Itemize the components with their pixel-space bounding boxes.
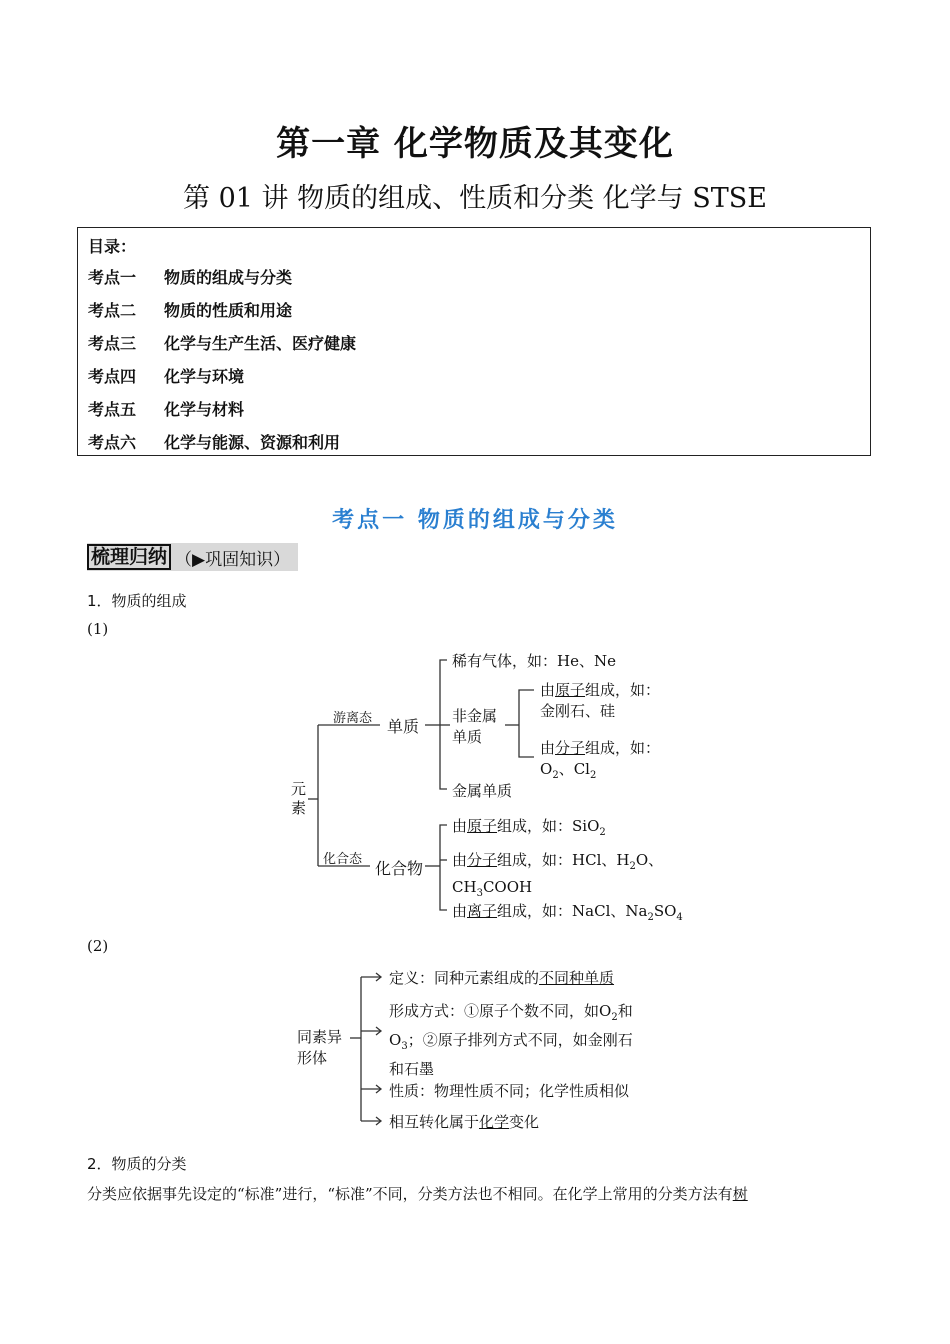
sub-label-1: (1)	[87, 620, 109, 638]
toc-item-label: 化学与生产生活、医疗健康	[164, 334, 357, 353]
formula-subscript: 4	[676, 912, 683, 923]
formula-part: O	[389, 1031, 402, 1049]
text-segment: 形成方式：①原子个数不同，如O	[389, 1002, 612, 1020]
text-segment: 由	[540, 681, 556, 699]
nonmetal-line-b: 单质	[452, 728, 483, 746]
text-segment: 和	[617, 1002, 633, 1020]
toc-heading: 目录：	[88, 237, 137, 256]
underlined-term: 离子	[467, 902, 498, 920]
noble-gas-text: 稀有气体，如：He、Ne	[452, 652, 616, 670]
allotrope-formation	[389, 1000, 633, 1081]
item-2-title: 2．物质的分类	[87, 1155, 187, 1173]
formula-subscript: 2	[552, 770, 559, 781]
formula-part: CH	[452, 878, 477, 896]
text-segment: 由	[452, 851, 468, 869]
underlined-term: 化学	[479, 1113, 510, 1131]
underlined-term: 原子	[555, 681, 586, 699]
toc-item-label: 化学与环境	[164, 367, 245, 386]
formula-subscript: 2	[629, 861, 636, 872]
underlined-term: 不同种单质	[539, 969, 615, 987]
branch-free-state: 游离态	[333, 711, 373, 726]
toc-item-key: 考点三	[88, 334, 137, 353]
root-char-b: 素	[291, 799, 307, 817]
text-segment: 组成，如：	[585, 739, 661, 757]
compound-molecule-text	[452, 850, 663, 904]
nonmetal-line-a: 非金属	[452, 707, 498, 725]
formula-part: O	[540, 760, 553, 778]
text-segment: 由	[540, 739, 556, 757]
allotrope-definition	[389, 967, 614, 988]
sub-label-2: (2)	[87, 937, 109, 955]
branch-combined-state: 化合态	[323, 852, 363, 867]
toc-item-label: 化学与能源、资源和利用	[164, 433, 341, 452]
item-2-paragraph	[87, 1183, 748, 1204]
text-segment: 由	[452, 902, 468, 920]
root-char-a: 元	[291, 780, 307, 798]
underlined-term: 分子	[467, 851, 498, 869]
text-segment: 组成，如：SiO	[497, 817, 600, 835]
formula-subscript: 2	[599, 827, 606, 838]
nonmetal-atom-text	[540, 680, 660, 722]
underlined-term: 树	[732, 1185, 748, 1203]
chapter-title: 第一章 化学物质及其变化	[276, 124, 674, 164]
text-segment: 和石墨	[389, 1060, 435, 1078]
text-segment: 定义：同种元素组成的	[389, 969, 540, 987]
section-heading: 考点一 物质的组成与分类	[332, 507, 618, 533]
root-line-a: 同素异	[297, 1028, 343, 1046]
atom-examples: 金刚石、硅	[540, 702, 616, 720]
toc-item-key: 考点五	[88, 400, 137, 419]
text-segment: 组成，如：NaCl、Na	[497, 902, 648, 920]
formula-part: 、Cl	[558, 760, 590, 778]
metal-simple-substance: 金属单质	[452, 782, 513, 800]
underlined-term: 原子	[467, 817, 498, 835]
badge-main-label: 梳理归纳	[87, 544, 171, 570]
underlined-term: 分子	[555, 739, 586, 757]
nonmetal-molecule-text	[540, 738, 660, 786]
nonmetal-label	[452, 706, 497, 748]
text-segment: 相互转化属于	[389, 1113, 480, 1131]
simple-substance-label: 单质	[387, 717, 420, 736]
formula-part: COOH	[482, 878, 533, 896]
formula-subscript: 2	[647, 912, 654, 923]
root-element-label	[291, 780, 306, 818]
badge-sub-label: （▶巩固知识）	[175, 549, 291, 570]
formula-part: SO	[653, 902, 677, 920]
toc-item-key: 考点四	[88, 367, 137, 386]
formula-subscript: 2	[611, 1012, 618, 1023]
text-segment: O、	[635, 851, 664, 869]
root-line-b: 形体	[297, 1049, 328, 1067]
lecture-title: 第 01 讲 物质的组成、性质和分类 化学与 STSE	[183, 183, 767, 214]
formula-subscript: 3	[476, 888, 483, 899]
text-segment: 由	[452, 817, 468, 835]
toc-item-label: 物质的性质和用途	[164, 301, 293, 320]
item-1-title: 1．物质的组成	[87, 592, 187, 610]
text-segment: 变化	[509, 1113, 540, 1131]
allotrope-root-label	[297, 1027, 342, 1069]
toc-item-label: 物质的组成与分类	[164, 268, 293, 287]
compound-label: 化合物	[375, 859, 424, 878]
toc-item-key: 考点一	[88, 268, 137, 287]
text-segment: ；②原子排列方式不同，如金刚石	[407, 1031, 633, 1049]
toc-item-key: 考点六	[88, 433, 137, 452]
compound-ion-text	[452, 900, 683, 923]
toc-item-key: 考点二	[88, 301, 137, 320]
text-segment: 分类应依据事先设定的“标准”进行，“标准”不同，分类方法也不相同。在化学上常用的分类方法有	[87, 1185, 733, 1203]
allotrope-properties: 性质：物理性质不同；化学性质相似	[389, 1082, 630, 1100]
text-segment: 组成，如：HCl、H	[497, 851, 630, 869]
text-segment: 组成，如：	[585, 681, 661, 699]
compound-atom-text	[452, 815, 606, 838]
allotrope-conversion	[389, 1111, 539, 1132]
formula-subscript: 2	[589, 770, 597, 781]
toc-item-label: 化学与材料	[164, 400, 245, 419]
formula-subscript: 3	[401, 1041, 408, 1052]
